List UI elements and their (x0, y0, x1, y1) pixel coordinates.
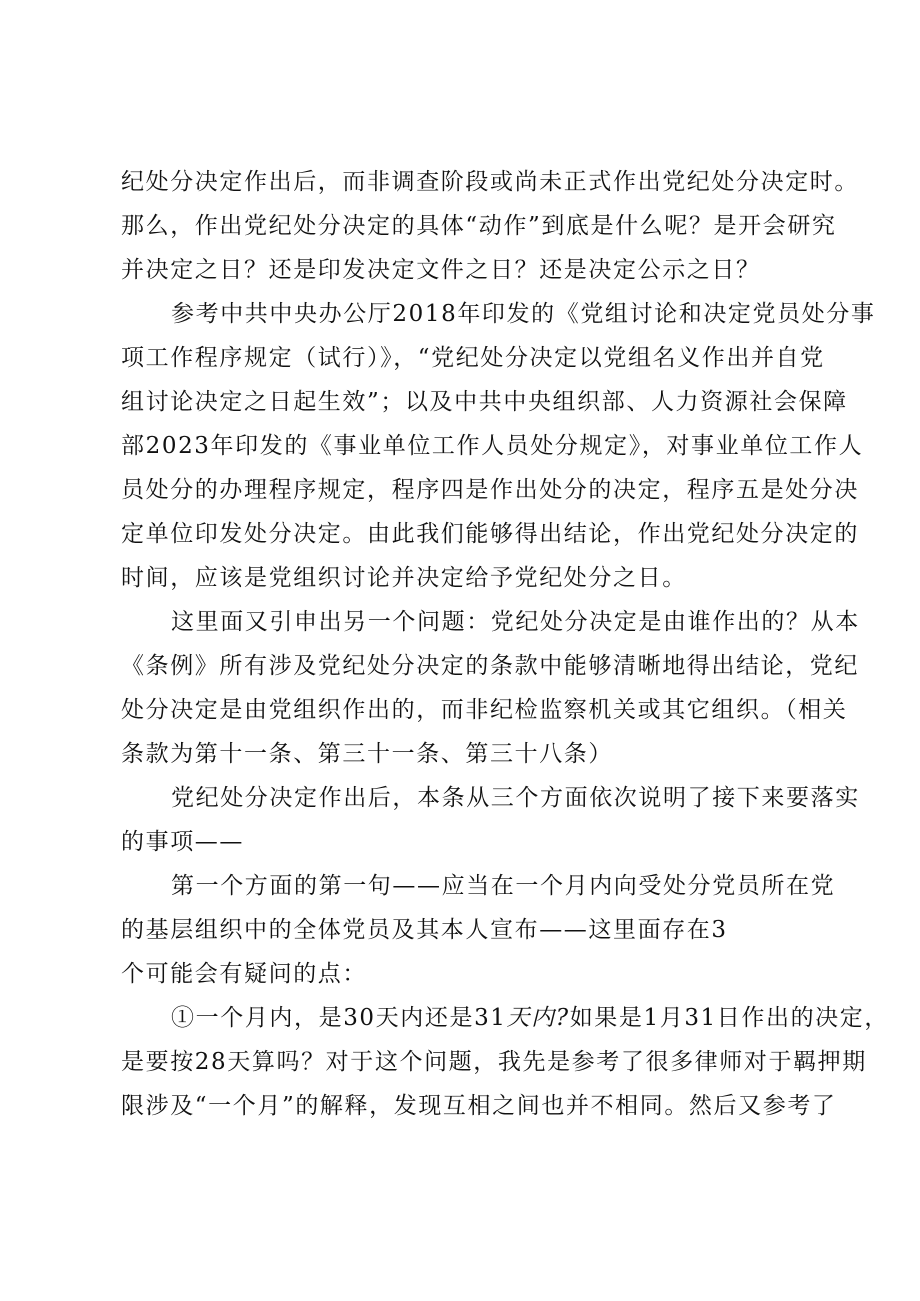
italic-text-segment: 天内? (506, 1005, 570, 1031)
text-line: 限涉及“一个月”的解释，发现互相之间也并不相同。然后又参考了 (121, 1093, 837, 1119)
text-line: 定单位印发处分决定。由此我们能够得出结论，作出党纪处分决定的 (121, 521, 859, 547)
text-line: 条款为第十一条、第三十一条、第三十八条） (121, 741, 613, 767)
text-line: 项工作程序规定（试行）》，“党纪处分决定以党组名义作出并自党 (121, 345, 825, 371)
text-line: 并决定之日？还是印发决定文件之日？还是决定公示之日？ (121, 257, 761, 283)
text-line: 组讨论决定之日起生效”；以及中共中央组织部、人力资源社会保障 (121, 389, 848, 415)
text-line: 处分决定是由党组织作出的，而非纪检监察机关或其它组织。（相关 (121, 697, 848, 723)
text-line: 纪处分决定作出后，而非调查阶段或尚未正式作出党纪处分决定时。 (121, 169, 859, 195)
text-line: 那么，作出党纪处分决定的具体“动作”到底是什么呢？是开会研究 (121, 213, 837, 239)
text-line: 《条例》所有涉及党纪处分决定的条款中能够清晰地得出结论，党纪 (121, 653, 859, 679)
text-segment: 如果是1月31日作出的决定， (569, 1005, 889, 1031)
text-line: 的事项—— (121, 829, 244, 855)
text-line: 是要按28天算吗？对于这个问题，我先是参考了很多律师对于羁押期 (121, 1049, 867, 1075)
text-line (171, 1003, 889, 1033)
text-line: 部2023年印发的《事业单位工作人员处分规定》，对事业单位工作人 (121, 433, 864, 459)
text-line: 时间，应该是党组织讨论并决定给予党纪处分之日。 (121, 565, 687, 591)
text-line: 第一个方面的第一句——应当在一个月内向受处分党员所在党 (171, 873, 836, 899)
text-line: 员处分的办理程序规定，程序四是作出处分的决定，程序五是处分决 (121, 477, 859, 503)
text-line: 党纪处分决定作出后，本条从三个方面依次说明了接下来要落实 (171, 785, 860, 811)
text-line: 的基层组织中的全体党员及其本人宣布——这里面存在3 (121, 917, 728, 943)
text-segment: ①一个月内，是30天内还是31 (171, 1005, 507, 1031)
text-line: 个可能会有疑问的点： (121, 961, 367, 987)
text-line: 这里面又引申出另一个问题：党纪处分决定是由谁作出的？从本 (171, 609, 860, 635)
text-line: 参考中共中央办公厅2018年印发的《党组讨论和决定党员处分事 (171, 301, 876, 327)
